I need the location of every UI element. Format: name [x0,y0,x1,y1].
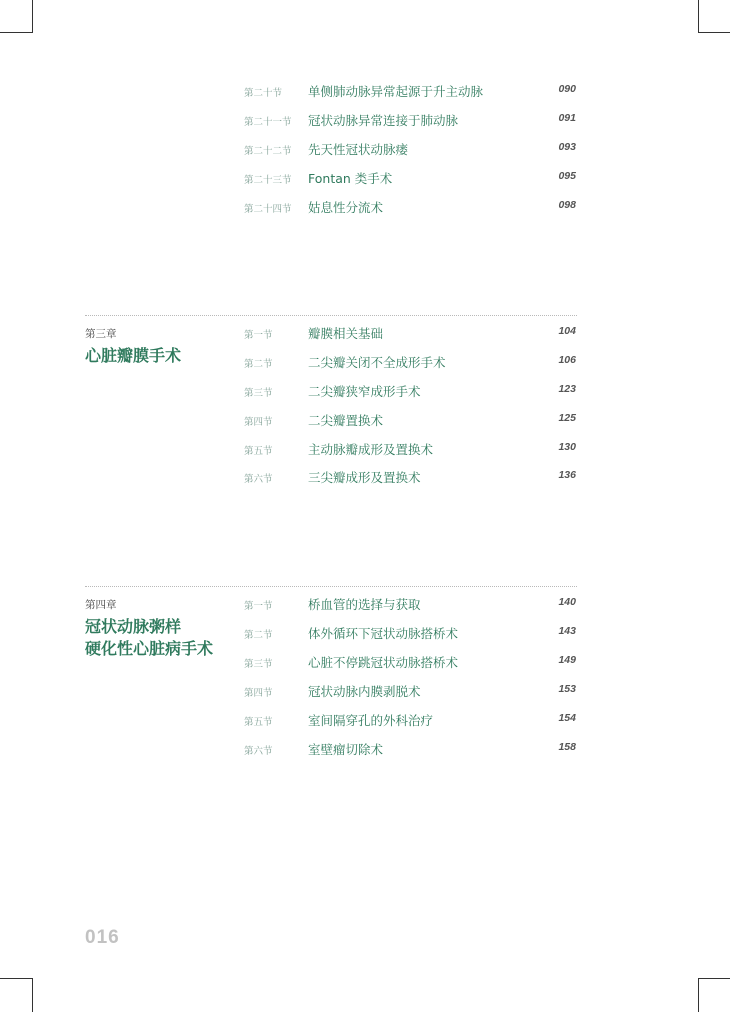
section-number: 第四节 [244,417,273,428]
section-title: Fontan 类手术 [308,171,393,186]
page-ref: 136 [558,469,576,481]
toc-entry[interactable] [0,110,730,130]
chapter-title: 冠状动脉粥样 [85,617,182,636]
chapter-label: 第三章 [85,328,117,340]
crop-mark-top-right [698,0,730,33]
section-number: 第二节 [244,630,273,641]
chapter-label: 第四章 [85,599,117,611]
section-number: 第二节 [244,359,273,370]
section-number: 第二十三节 [244,175,292,186]
section-number: 第五节 [244,446,273,457]
section-number: 第一节 [244,330,273,341]
crop-mark-bottom-left [0,978,33,1012]
toc-entry[interactable] [0,739,730,759]
section-title: 三尖瓣成形及置换术 [308,470,421,485]
toc-entry[interactable] [0,410,730,430]
page-ref: 153 [558,683,576,695]
chapter-divider [85,315,577,316]
toc-entry[interactable] [0,381,730,401]
section-number: 第二十一节 [244,117,292,128]
section-number: 第三节 [244,388,273,399]
chapter-divider [85,586,577,587]
page-ref: 158 [558,741,576,753]
section-title: 二尖瓣置换术 [308,413,384,428]
page-ref: 149 [558,654,576,666]
section-number: 第三节 [244,659,273,670]
page-ref: 095 [558,170,576,182]
toc-entry[interactable] [0,323,730,343]
page-ref: 130 [558,441,576,453]
page-ref: 098 [558,199,576,211]
toc-entry[interactable] [0,168,730,188]
toc-entry[interactable] [0,467,730,487]
section-title: 体外循环下冠状动脉搭桥术 [308,626,459,641]
section-number: 第四节 [244,688,273,699]
page-ref: 123 [558,383,576,395]
page-ref: 125 [558,412,576,424]
page-ref: 106 [558,354,576,366]
section-title: 室壁瘤切除术 [308,742,384,757]
section-title: 桥血管的选择与获取 [308,597,421,612]
toc-entry[interactable] [0,652,730,672]
toc-entry[interactable] [0,81,730,101]
section-title: 姑息性分流术 [308,200,384,215]
page-ref: 093 [558,141,576,153]
section-title: 主动脉瓣成形及置换术 [308,442,434,457]
section-number: 第六节 [244,746,273,757]
chapter-title-line2: 硬化性心脏病手术 [85,639,214,658]
section-number: 第二十四节 [244,204,292,215]
crop-mark-bottom-right [698,978,730,1012]
toc-entry[interactable] [0,623,730,643]
page-ref: 090 [558,83,576,95]
toc-entry[interactable] [0,439,730,459]
crop-mark-top-left [0,0,33,33]
section-title: 先天性冠状动脉瘘 [308,142,409,157]
section-title: 冠状动脉异常连接于肺动脉 [308,113,459,128]
section-title: 冠状动脉内膜剥脱术 [308,684,421,699]
section-title: 心脏不停跳冠状动脉搭桥术 [308,655,459,670]
section-number: 第六节 [244,474,273,485]
page-ref: 104 [558,325,576,337]
toc-entry[interactable] [0,681,730,701]
toc-entry[interactable] [0,710,730,730]
chapter-title: 心脏瓣膜手术 [85,346,182,365]
section-title: 室间隔穿孔的外科治疗 [308,713,434,728]
toc-entry[interactable] [0,594,730,614]
page-ref: 143 [558,625,576,637]
section-number: 第二十节 [244,88,283,99]
toc-entry[interactable] [0,197,730,217]
section-title: 单侧肺动脉异常起源于升主动脉 [308,84,484,99]
section-number: 第二十二节 [244,146,292,157]
toc-entry[interactable] [0,352,730,372]
page-ref: 154 [558,712,576,724]
section-title: 二尖瓣狭窄成形手术 [308,384,421,399]
toc-entry[interactable] [0,139,730,159]
page-ref: 140 [558,596,576,608]
section-number: 第一节 [244,601,273,612]
section-title: 瓣膜相关基础 [308,326,384,341]
page-ref: 091 [558,112,576,124]
section-title: 二尖瓣关闭不全成形手术 [308,355,446,370]
section-number: 第五节 [244,717,273,728]
page-number: 016 [85,927,120,948]
